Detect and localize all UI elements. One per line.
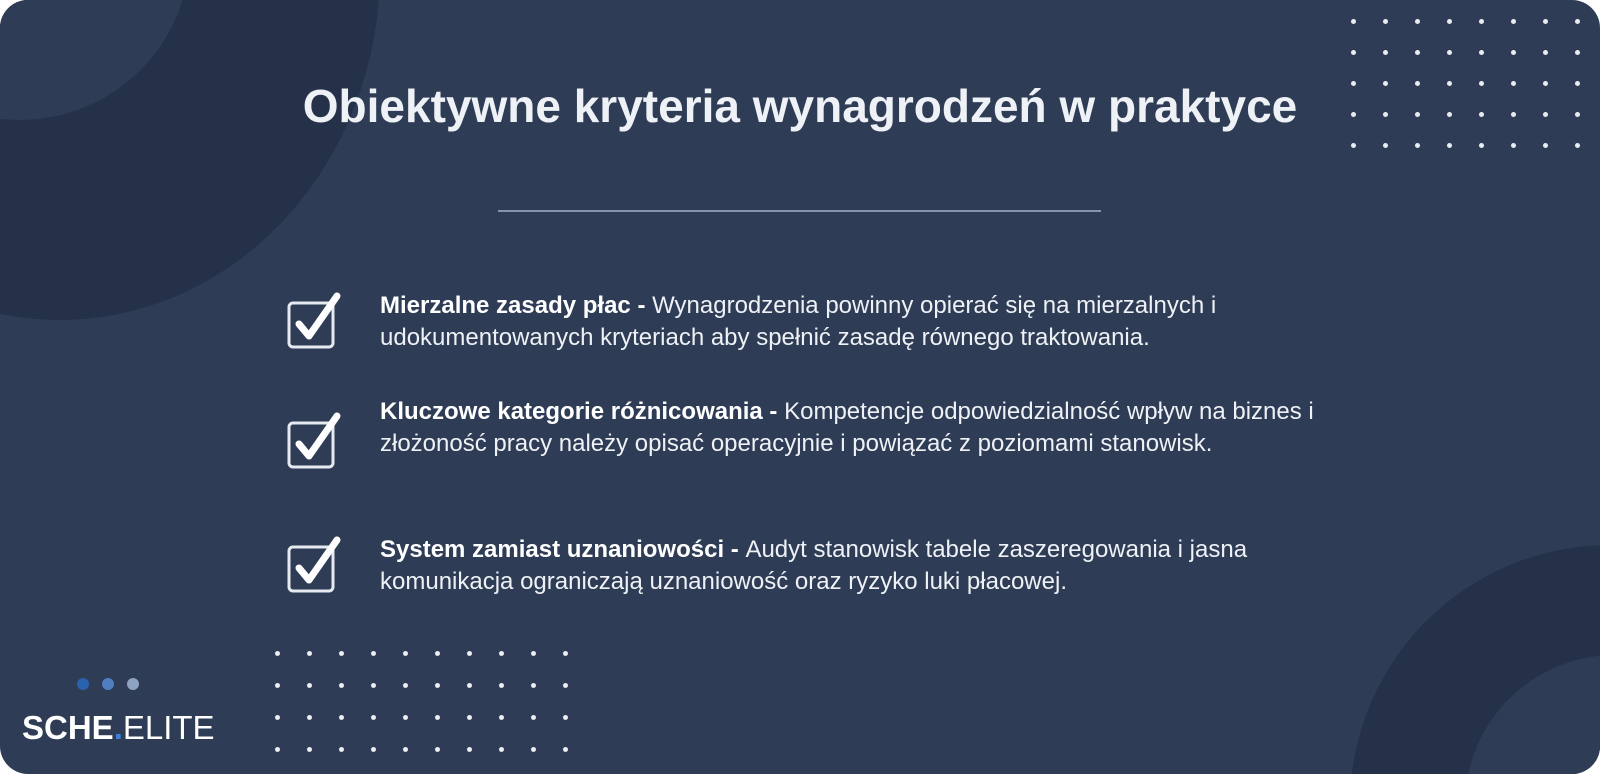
logo-part1: SCHE [22, 709, 114, 746]
list-item-heading: System zamiast uznaniowości - [380, 536, 746, 563]
list-item [285, 290, 1385, 390]
decorative-dot [371, 683, 376, 688]
decorative-dot [403, 651, 408, 656]
decorative-dot [403, 747, 408, 752]
decorative-dot [499, 651, 504, 656]
checkbox-checked-icon [285, 410, 347, 472]
logo-dot [102, 678, 114, 690]
decorative-dot [1479, 81, 1484, 86]
decorative-dot [275, 715, 280, 720]
title-divider [498, 210, 1101, 212]
decorative-dot [307, 683, 312, 688]
decorative-dot [339, 683, 344, 688]
decorative-dot [371, 715, 376, 720]
decorative-dot [467, 747, 472, 752]
decorative-dot [1479, 112, 1484, 117]
decorative-dot [403, 683, 408, 688]
decorative-dot [1575, 143, 1580, 148]
decorative-dot [1575, 81, 1580, 86]
decorative-dot [1351, 19, 1356, 24]
decorative-dot [1447, 143, 1452, 148]
page-title: Obiektywne kryteria wynagrodzeń w praktyce [302, 80, 1298, 132]
decorative-dot [1575, 19, 1580, 24]
decorative-dot [307, 651, 312, 656]
decorative-dot [275, 747, 280, 752]
dot-grid-bottom-left [275, 651, 568, 752]
decorative-dot [1543, 19, 1548, 24]
decorative-dot [563, 651, 568, 656]
decorative-dot [1351, 143, 1356, 148]
decorative-dot [307, 747, 312, 752]
decorative-dot [1511, 143, 1516, 148]
decorative-dot [339, 651, 344, 656]
brand-logo [22, 678, 242, 758]
list-item-heading: Mierzalne zasady płac - [380, 292, 653, 319]
decorative-dot [1511, 81, 1516, 86]
decorative-dot [1383, 81, 1388, 86]
decorative-dot [1447, 19, 1452, 24]
decorative-dot [563, 683, 568, 688]
decorative-dot [435, 747, 440, 752]
decorative-dot [371, 651, 376, 656]
decorative-dot [1447, 81, 1452, 86]
decorative-dot [499, 715, 504, 720]
decorative-dot [435, 715, 440, 720]
decorative-dot [1383, 19, 1388, 24]
decorative-dot [339, 715, 344, 720]
list-item-text [380, 396, 1380, 460]
list-item-text [380, 534, 1380, 598]
decorative-dot [435, 683, 440, 688]
decorative-dot [1383, 50, 1388, 55]
list-item-body: Kompetencje odpowiedzialność wpływ na biznes i złożoność pracy należy opisać operacyjnie i powiązać z poziomami stanowisk. [380, 398, 1314, 457]
decorative-dot [563, 715, 568, 720]
decorative-dot [1415, 143, 1420, 148]
decorative-dot [1415, 50, 1420, 55]
list-item [285, 534, 1385, 634]
decorative-dot [1543, 50, 1548, 55]
decorative-dot [1511, 112, 1516, 117]
decorative-dot [531, 747, 536, 752]
decorative-dot [1479, 19, 1484, 24]
decorative-dot [275, 651, 280, 656]
decorative-dot [1575, 50, 1580, 55]
decorative-dot [1351, 50, 1356, 55]
list-item-body: Audyt stanowisk tabele zaszeregowania i jasna komunikacja ograniczają uznaniowość oraz ryzyko luki płacowej. [380, 536, 1248, 595]
decorative-dot [1479, 50, 1484, 55]
decorative-dot [1543, 143, 1548, 148]
decorative-dot [435, 651, 440, 656]
decorative-dot [1351, 81, 1356, 86]
decorative-dot [403, 715, 408, 720]
decorative-dot [1415, 19, 1420, 24]
decorative-dot [1575, 112, 1580, 117]
decorative-dot [1383, 143, 1388, 148]
list-item-heading: Kluczowe kategorie różnicowania - [380, 398, 785, 425]
decorative-dot [467, 651, 472, 656]
decorative-dot [531, 715, 536, 720]
checkbox-checked-icon [285, 290, 347, 352]
decorative-dot [499, 683, 504, 688]
logo-wordmark [22, 708, 215, 748]
logo-separator: . [113, 709, 123, 746]
list-item [285, 396, 1385, 496]
decorative-dot [1447, 50, 1452, 55]
decorative-dot [1479, 143, 1484, 148]
decorative-dot [339, 747, 344, 752]
dot-grid-top-right [1351, 19, 1580, 148]
decorative-dot [275, 683, 280, 688]
decorative-dot [1543, 112, 1548, 117]
decorative-dot [563, 747, 568, 752]
decorative-dot [1351, 112, 1356, 117]
decorative-dot [1383, 112, 1388, 117]
decorative-dot [1511, 50, 1516, 55]
decorative-dot [1415, 81, 1420, 86]
list-item-text [380, 290, 1380, 354]
decorative-dot [1543, 81, 1548, 86]
decorative-dot [499, 747, 504, 752]
decorative-dot [1511, 19, 1516, 24]
logo-dot [127, 678, 139, 690]
logo-dot [77, 678, 89, 690]
decorative-dot [467, 715, 472, 720]
decorative-dot [371, 747, 376, 752]
decorative-dot [531, 651, 536, 656]
checkbox-checked-icon [285, 534, 347, 596]
list-item-body: Wynagrodzenia powinny opierać się na mierzalnych i udokumentowanych kryteriach aby spełnić zasadę równego traktowania. [380, 292, 1217, 351]
decorative-dot [1415, 112, 1420, 117]
decorative-dot [307, 715, 312, 720]
logo-part2: ELITE [122, 709, 215, 746]
decorative-dot [467, 683, 472, 688]
decorative-dot [1447, 112, 1452, 117]
decorative-dot [531, 683, 536, 688]
